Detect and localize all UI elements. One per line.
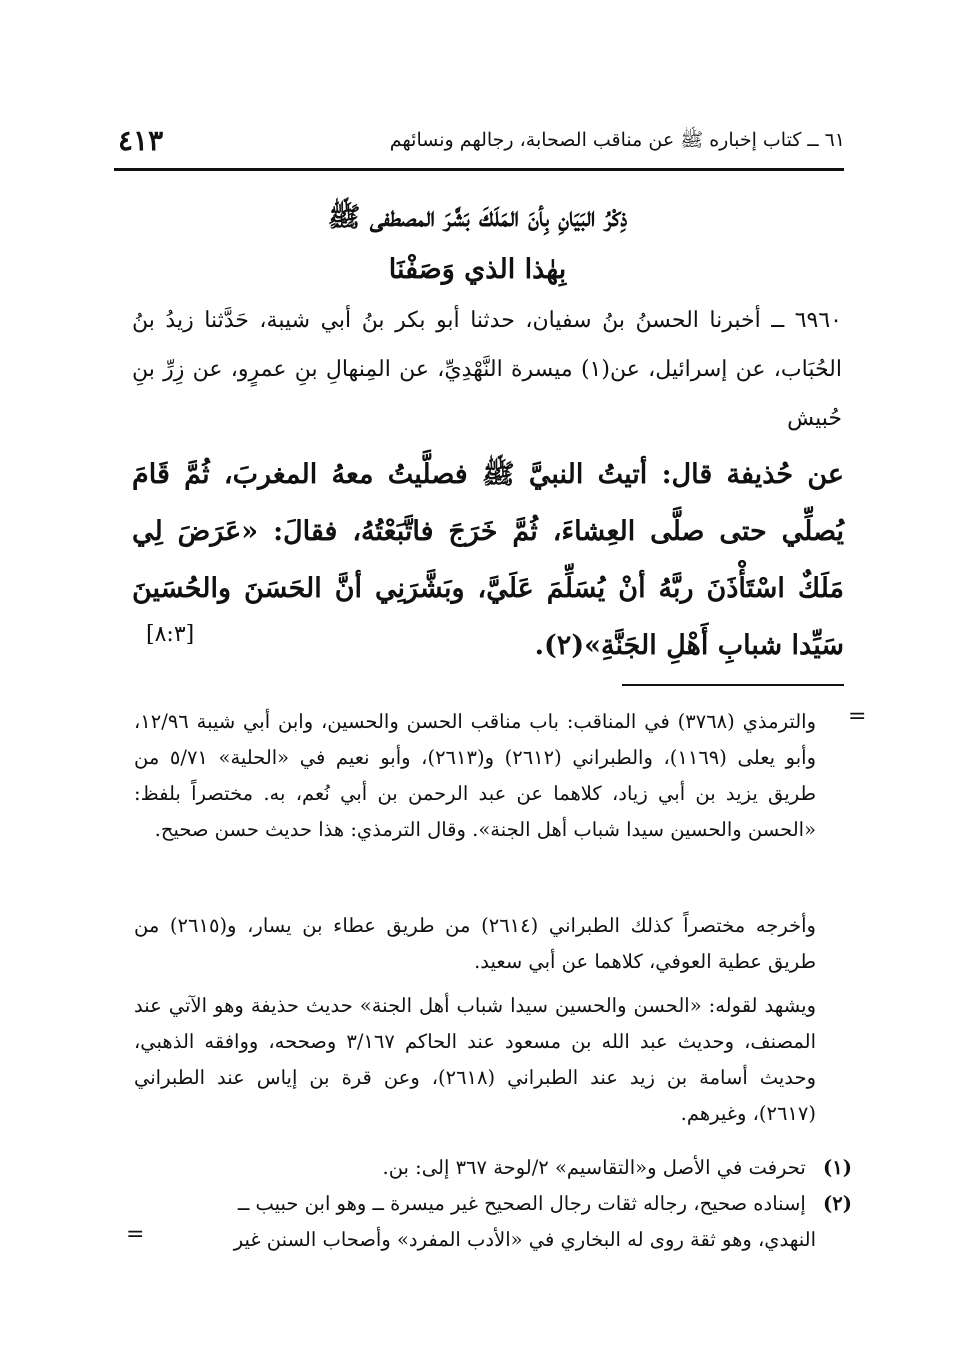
hadith-matn: عن حُذيفة قال: أتيتُ النبيَّ ﷺ فصلَّيتُ معهُ المغربَ، ثُمَّ قَامَ يُصلِّي حتى صلَّى العِشاءَ، ثُمَّ خَرَجَ فاتَّبَعْتُهُ، فقالَ: «عَرَضَ لِي مَلَكٌ اسْتَأْذَنَ ربَّهُ أنْ يُسَلِّمَ عَلَيَّ، وبَشَّرَنِي أنَّ الحَسَنَ والحُسَينَ سَيِّدا شبابِ أَهْلِ الجَنَّةِ»(٢).: [132, 459, 844, 661]
hadith-isnad: ٦٩٦٠ ــ أخبرنا الحسنُ بنُ سفيان، حدثنا أبو بكر بنُ أبي شيبة، حَدَّثنا زيدُ بنُ الحُبَاب، عن إسرائيل، عن(١) ميسرة النَّهْدِيِّ، عن المِنهالِ بنِ عمرٍو، عن زِرِّ بنِ حُبيش: [132, 308, 842, 431]
header-rule: [114, 168, 844, 171]
running-header: [110, 124, 845, 164]
heading-line-2: بِهٰذا الذي وَصَفْنَا: [388, 254, 567, 285]
footnote-2-number: (٢): [823, 1192, 852, 1215]
footnote-1: [134, 1150, 852, 1186]
footnote-2-text: إسناده صحيح، رجاله ثقات رجال الصحيح غير ميسرة ــ وهو ابن حبيب ــ: [237, 1192, 806, 1215]
continues-next-page-mark: =: [126, 1222, 145, 1247]
footnote-1-text: تحرفت في الأصل و«التقاسيم» ٢/لوحة ٣٦٧ إلى: بن.: [382, 1156, 806, 1179]
footnote-continuation: والترمذي (٣٧٦٨) في المناقب: باب مناقب الحسن والحسين، وابن أبي شيبة ١٢/٩٦، وأبو يعلى (١١٦٩)، والطبراني (٢٦١٢) و(٢٦١٣)، وأبو نعيم في «الحلية» ٥/٧١ من طريق يزيد بن أبي زياد، كلاهما عن عبد الرحمن بن أبي نُعم، به. مختصراً بلفظ: «الحسن والحسين سيدا شباب أهل الجنة». وقال الترمذي: هذا حديث حسن صحيح.: [134, 710, 816, 841]
footnote-2: [134, 1186, 852, 1222]
continuation-mark: =: [848, 704, 867, 729]
hadith-reference: [٨:٣]: [146, 622, 195, 647]
footnote-2-continued: النهدي، وهو ثقة روى له البخاري في «الأدب المفرد» وأصحاب السنن غير: [233, 1228, 816, 1251]
footnote-paragraph-3: ويشهد لقوله: «الحسن والحسين سيدا شباب أهل الجنة» حديث حذيفة وهو الآتي عند المصنف، وحديث عبد الله بن مسعود عند الحاكم ٣/١٦٧ وصححه، ووافقه الذهبي، وحديث أسامة بن زيد عند الطبراني (٢٦١٨)، وعن قرة بن إياس عند الطبراني (٢٦١٧)، وغيرهم.: [134, 994, 816, 1125]
footnote-1-number: (١): [823, 1156, 852, 1179]
footnote-paragraph-2: وأخرجه مختصراً كذلك الطبراني (٢٦١٤) من طريق عطاء بن يسار، و(٢٦١٥) من طريق عطية العوفي، كلاهما عن أبي سعيد.: [134, 914, 816, 973]
chapter-title: ٦١ ــ كتاب إخباره ﷺ عن مناقب الصحابة، رجالهم ونسائهم: [389, 129, 845, 151]
footnote-rule: [622, 684, 844, 686]
page-number: ٤١٣: [118, 124, 164, 157]
heading-line-1: ذِكْرُ البَيَانِ بِأنَ المَلَكَ بَشَّرَ المصطفى ﷺ: [327, 202, 628, 233]
section-heading: [120, 192, 835, 296]
